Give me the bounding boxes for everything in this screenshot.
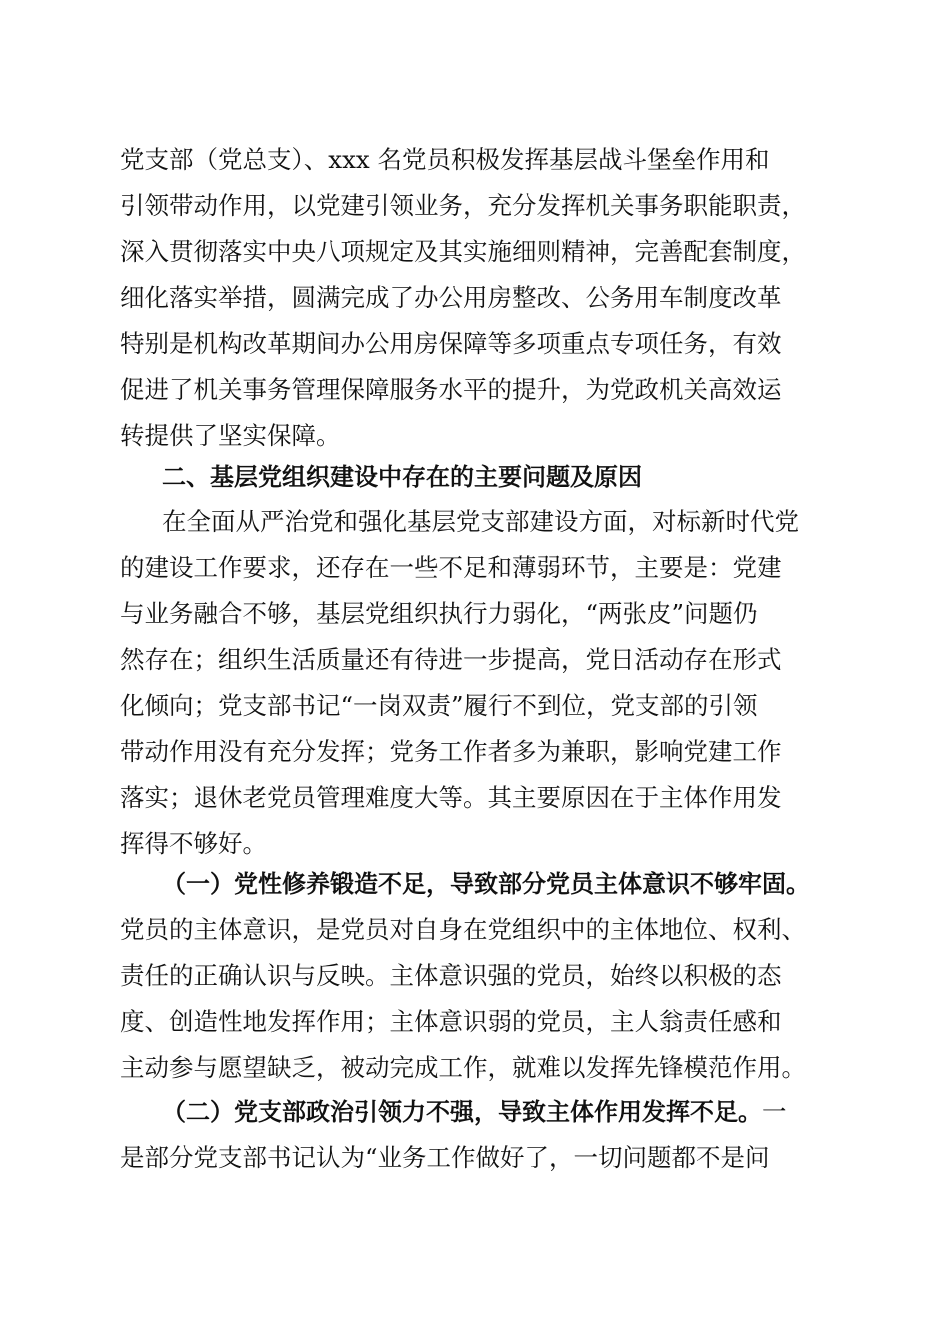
body-text-line: 责任的正确认识与反映。主体意识强的党员，始终以积极的态 <box>120 961 782 990</box>
body-text-line: 党员的主体意识，是党员对自身在党组织中的主体地位、权利、 <box>120 915 806 944</box>
body-text-line: 特别是机构改革期间办公用房保障等多项重点专项任务，有效 <box>120 329 782 358</box>
body-text-line: 然存在；组织生活质量还有待进一步提高，党日活动存在形式 <box>120 645 782 674</box>
body-text-line: 化倾向；党支部书记“一岗双责”履行不到位，党支部的引领 <box>120 691 758 720</box>
body-text-line: 在全面从严治党和强化基层党支部建设方面，对标新时代党 <box>162 507 799 536</box>
body-text-fragment: 一 <box>762 1097 787 1126</box>
subsection-heading-1: （一）党性修养锻造不足，导致部分党员主体意识不够牢固。 <box>162 870 810 898</box>
subsection-line-2 <box>162 1090 840 1134</box>
body-text-line: 挥得不够好。 <box>120 829 267 858</box>
body-text-line: 落实；退休老党员管理难度大等。其主要原因在于主体作用发 <box>120 783 782 812</box>
body-text-line: 是部分党支部书记认为“业务工作做好了，一切问题都不是问 <box>120 1143 770 1172</box>
body-text-line: 度、创造性地发挥作用；主体意识弱的党员，主人翁责任感和 <box>120 1007 782 1036</box>
body-text-line: 深入贯彻落实中央八项规定及其实施细则精神，完善配套制度， <box>120 237 806 266</box>
subsection-heading-2: （二）党支部政治引领力不强，导致主体作用发挥不足。 <box>162 1098 762 1126</box>
body-text-line: 的建设工作要求，还存在一些不足和薄弱环节，主要是：党建 <box>120 553 782 582</box>
body-text-line: 与业务融合不够，基层党组织执行力弱化，“两张皮”问题仍 <box>120 599 758 628</box>
section-heading: 二、基层党组织建设中存在的主要问题及原因 <box>162 463 642 491</box>
body-text-line: 引领带动作用，以党建引领业务，充分发挥机关事务职能职责， <box>120 191 806 220</box>
body-text-line: 带动作用没有充分发挥；党务工作者多为兼职，影响党建工作 <box>120 737 782 766</box>
body-text-line: 促进了机关事务管理保障服务水平的提升，为党政机关高效运 <box>120 375 782 404</box>
body-text-line: 党支部（党总支）、xxx 名党员积极发挥基层战斗堡垒作用和 <box>120 145 770 174</box>
body-text-line: 主动参与愿望缺乏，被动完成工作，就难以发挥先锋模范作用。 <box>120 1053 806 1082</box>
body-text-line: 转提供了坚实保障。 <box>120 421 341 450</box>
body-text-line: 细化落实举措，圆满完成了办公用房整改、公务用车制度改革 <box>120 283 782 312</box>
